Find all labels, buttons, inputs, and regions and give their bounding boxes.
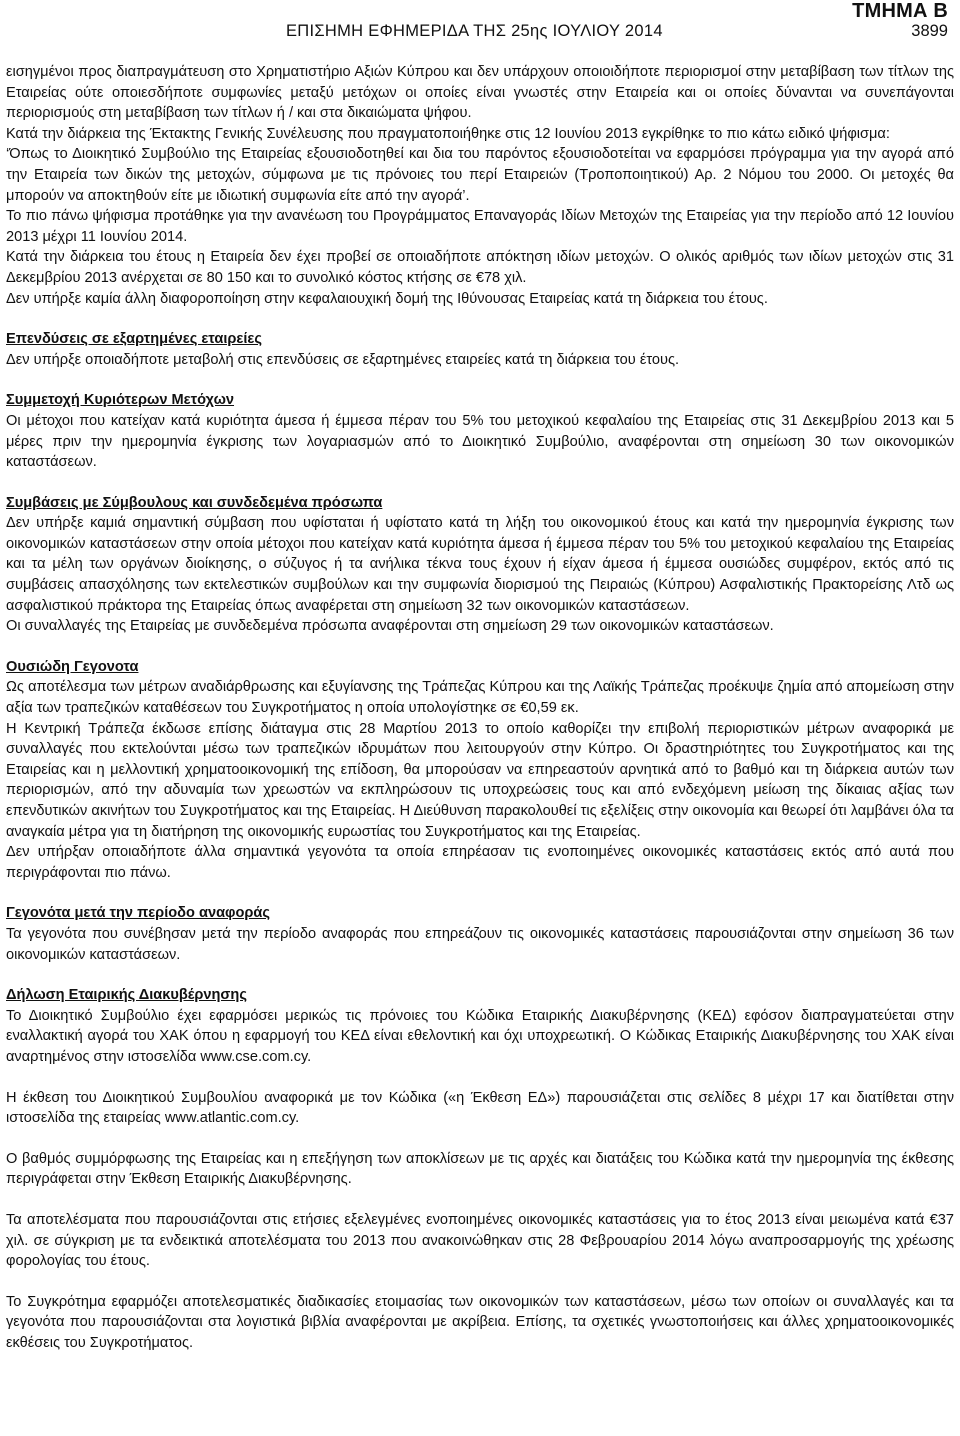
- page-header: [6, 0, 954, 62]
- paragraph: Οι συναλλαγές της Εταιρείας με συνδεδεμένα πρόσωπα αναφέρονται στη σημείωση 29 των οικονομικών καταστάσεων.: [6, 618, 774, 635]
- section-label: ΤΜΗΜΑ Β: [852, 0, 948, 22]
- paragraph: Δεν υπήρξε οποιαδήποτε μεταβολή στις επενδύσεις σε εξαρτημένες εταιρείες κατά τη διάρκεια του έτους.: [6, 351, 680, 368]
- paragraph: Τα γεγονότα που συνέβησαν μετά την περίοδο αναφοράς που επηρεάζουν τις οικονομικές καταστάσεις παρουσιάζονται στην σημείωση 36 των οικονομικών καταστάσεων.: [6, 925, 954, 963]
- paragraph: Το Συγκρότημα εφαρμόζει αποτελεσματικές διαδικασίες ετοιμασίας των οικονομικών των καταστάσεων, μέσω των οποίων οι συναλλαγές και τα γεγονότα που παρουσιάζονται στα λογιστικά βιβλία αναφέρονται με ακρίβεια. Επίσης, τα σχετικές γνωστοποιήσεις και άλλες χρηματοοικονομικές εκθέσεις του Συγκροτήματος.: [6, 1293, 954, 1351]
- paragraph: Το πιο πάνω ψήφισμα προτάθηκε για την ανανέωση του Προγράμματος Επαναγοράς Ιδίων Μετοχών της Εταιρείας για την περίοδο από 12 Ιουνίου 2013 μέχρι 11 Ιουνίου 2014.: [6, 208, 954, 245]
- section-heading-events: Ουσιώδη Γεγονοτα: [6, 658, 139, 675]
- document-body: [6, 62, 954, 1353]
- section-heading-governance: Δήλωση Εταιρικής Διακυβέρνησης: [6, 987, 247, 1004]
- gazette-title: ΕΠΙΣΗΜΗ ΕΦΗΜΕΡΙΔΑ ΤΗΣ 25ης ΙΟΥΛΙΟΥ 2014: [286, 22, 663, 40]
- paragraph: Οι μέτοχοι που κατείχαν κατά κυριότητα άμεσα ή έμμεσα πέραν του 5% του μετοχικού κεφαλαίου της Εταιρείας στις 31 Δεκεμβρίου 2013 και 5 μέρες πριν την ημερομηνία έγκρισης των λογαριασμών από το Διοικητικό Συμβούλιο, αναφέρονται στη σημείωση 30 των οικονομικών καταστάσεων.: [6, 412, 954, 471]
- paragraph: Ο βαθμός συμμόρφωσης της Εταιρείας και η επεξήγηση των αποκλίσεων με τις αρχές και διατάξεις του Κώδικα κατά την ημερομηνία της έκθεσης περιγράφεται στην Έκθεση Εταιρικής Διακυβέρνησης.: [6, 1150, 954, 1188]
- paragraph: Δεν υπήρξε καμιά σημαντική σύμβαση που υφίσταται ή υφίστατο κατά τη λήξη του οικονομικού έτους και κατά την ημερομηνία έγκρισης των οικονομικών καταστάσεων στην οποία μέτοχοι που κατείχαν κατά κυριότητα άμεσα ή έμμεσα πέραν του 5% του μετοχικού κεφαλαίου της Εταιρείας και τα μέλη των οργάνων διοίκησης, ο σύζυγος ή τα ανήλικα τέκνα τους έχουν ή είχαν άμεσα ή έμμεσα ουσιώδες συμφέρον, εκτός από τις συμβάσεις απασχόλησης των εκτελεστικών συμβούλων και την συμφωνία διορισμού της Πειραιώς (Κύπρου) Ασφαλιστικής Πρακτορείσης Λτδ ως ασφαλιστικού πράκτορα της Εταιρείας όπως αναφέρεται στη σημείωση 32 των οικονομικών καταστάσεων.: [6, 515, 954, 614]
- page-number: 3899: [911, 22, 948, 40]
- paragraph: Δεν υπήρξε καμία άλλη διαφοροποίηση στην κεφαλαιουχική δομή της Ιθύνουσας Εταιρείας κατά τη διάρκεια του έτους.: [6, 290, 768, 307]
- section-heading-shareholders: Συμμετοχή Κυριότερων Μετόχων: [6, 392, 235, 409]
- section-heading-after-period: Γεγονότα μετά την περίοδο αναφοράς: [6, 905, 270, 922]
- paragraph: εισηγμένοι προς διαπραγμάτευση στο Χρηματιστήριο Αξιών Κύπρου και δεν υπάρχουν οποιοιδήποτε περιορισμοί στην μεταβίβαση των τίτλων της Εταιρείας ούτε οποιεσδήποτε συμφωνίες μεταξύ μετόχων οι οποίες είναι γνωστές στην Εταιρεία και οι οποίες δύνανται να συνεπάγονται περιορισμούς στη μεταβίβαση των τίτλων ή / και στα δικαιώματα ψήφου.: [6, 64, 954, 122]
- section-heading-investments: Επενδύσεις σε εξαρτημένες εταιρείες: [6, 331, 262, 348]
- paragraph: Τα αποτελέσματα που παρουσιάζονται στις ετήσιες εξελεγμένες ενοποιημένες οικονομικές καταστάσεις για το έτος 2013 είναι μειωμένα κατά €37 χιλ. σε σύγκριση με τα ενδεικτικά αποτελέσματα του 2013 που ανακοινώθηκαν στις 28 Φεβρουαρίου 2014 λόγω αναπροσαρμογής της χρέωσης φορολογίας του έτους.: [6, 1211, 954, 1270]
- paragraph: Η Κεντρική Τράπεζα έκδωσε επίσης διάταγμα στις 28 Μαρτίου 2013 το οποίο καθορίζει την επιβολή περιοριστικών μέτρων αναφορικά με συναλλαγές που εκτελούνται μέσω των τραπεζικών ιδρυμάτων που λειτουργούν στην Κύπρο. Οι δραστηριότητες του Συγκροτήματος και της Εταιρείας και η μελλοντική χρηματοοικονομική της επίδοση, θα μπορούσαν να επηρεαστούν αρνητικά από το βαθμό και τη διάρκεια αυτών των περιορισμών, από την αδυναμία των χρεωστών να εκπληρώσουν τις υποχρεώσεις τους και από ενδεχόμενη μείωση της δίκαιας αξίας των επενδυτικών ακινήτων του Συγκροτήματος και της Εταιρείας. Η Διεύθυνση παρακολουθεί τις εξελίξεις στην οικονομία και θεωρεί ότι λαμβάνει όλα τα αναγκαία μέτρα για τη διατήρηση της οικονομικής ευρωστίας του Συγκροτήματος και της Εταιρείας.: [6, 720, 954, 840]
- paragraph: Δεν υπήρξαν οποιαδήποτε άλλα σημαντικά γεγονότα τα οποία επηρέασαν τις ενοποιημένες οικονομικές καταστάσεις εκτός από αυτά που περιγράφονται πιο πάνω.: [6, 844, 954, 881]
- paragraph: Το Διοικητικό Συμβούλιο έχει εφαρμόσει μερικώς τις πρόνοιες του Κώδικα Εταιρικής Διακυβέρνησης (ΚΕΔ) εφόσον διαπραγματεύεται στην εναλλακτική αγορά του ΧΑΚ όπου η εφαρμογή του ΚΕΔ είναι εθελοντική και όχι υποχρεωτική. Ο Κώδικας Εταιρικής Διακυβέρνησης του ΧΑΚ είναι αναρτημένος στην ιστοσελίδα www.cse.com.cy.: [6, 1007, 954, 1065]
- section-heading-contracts: Συμβάσεις με Σύμβουλους και συνδεδεμένα πρόσωπα: [6, 494, 383, 511]
- paragraph: Ως αποτέλεσμα των μέτρων αναδιάρθρωσης και εξυγίανσης της Τράπεζας Κύπρου και της Λαϊκής Τράπεζας προέκυψε ζημία από απομείωση στην αξία των τραπεζικών καταθέσεων του Συγκροτήματος η οποία υπολογίστηκε σε €0,59 εκ.: [6, 679, 954, 717]
- paragraph: Κατά την διάρκεια της Έκτακτης Γενικής Συνέλευσης που πραγματοποιήθηκε στις 12 Ιουνίου 2013 εγκρίθηκε το πιο κάτω ειδικό ψήφισμα:: [6, 125, 890, 142]
- paragraph: Η έκθεση του Διοικητικού Συμβουλίου αναφορικά με τον Κώδικα («η Έκθεση ΕΔ») παρουσιάζεται στις σελίδες 8 μέχρι 17 και διατίθεται στην ιστοσελίδα της εταιρείας www.atlantic.com.cy.: [6, 1089, 954, 1127]
- paragraph: Κατά την διάρκεια του έτους η Εταιρεία δεν έχει προβεί σε οποιαδήποτε απόκτηση ιδίων μετοχών. Ο ολικός αριθμός των ιδίων μετοχών στις 31 Δεκεμβρίου 2013 ανέρχεται σε 80 150 και το συνολικό κόστος κτήσης σε €78 χιλ.: [6, 249, 954, 286]
- paragraph: ‘Όπως το Διοικητικό Συμβούλιο της Εταιρείας εξουσιοδοτηθεί και δια του παρόντος εξουσιοδοτείται να εφαρμόσει πρόγραμμα για την αγορά από την Εταιρεία των δικών της μετοχών, σύμφωνα με τις πρόνοιες του περί Εταιρειών (Τροποποιητικού) Αρ. 2 Νόμου του 2000. Οι μετοχές θα μπορούν να αποκτηθούν είτε με ιδιωτική συμφωνία είτε από την αγορά’.: [6, 146, 954, 204]
